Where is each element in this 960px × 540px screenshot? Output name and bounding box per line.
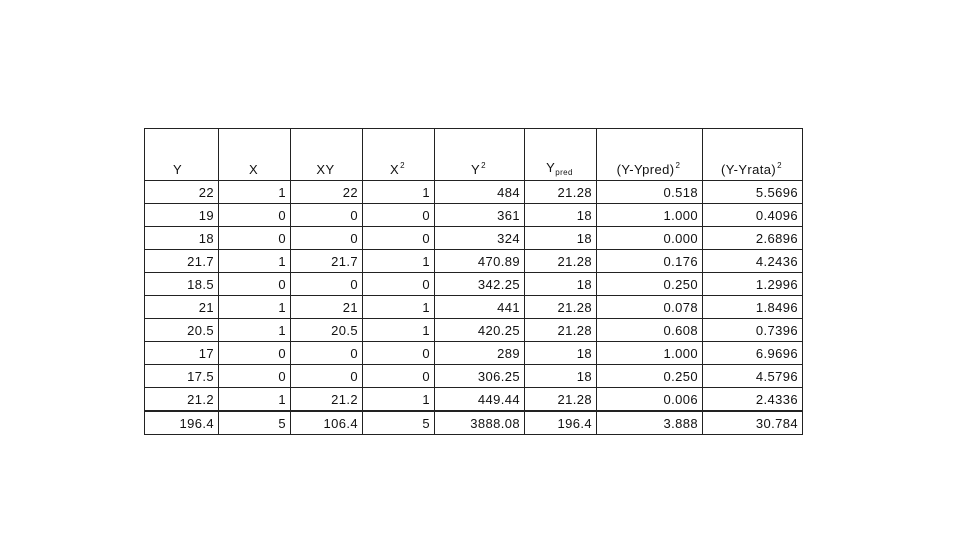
cell-residual-squared: 0.518 — [597, 181, 703, 204]
cell-x: 0 — [219, 342, 291, 365]
cell-y: 19 — [145, 204, 219, 227]
cell-deviation-squared: 0.7396 — [703, 319, 803, 342]
table-row — [145, 227, 803, 250]
cell-deviation-squared: 2.6896 — [703, 227, 803, 250]
cell-x-squared: 0 — [363, 365, 435, 388]
cell-x-squared: 0 — [363, 273, 435, 296]
cell-x: 0 — [219, 365, 291, 388]
header-x-squared — [363, 129, 435, 181]
cell-deviation-squared: 1.8496 — [703, 296, 803, 319]
cell-x: 1 — [219, 388, 291, 412]
cell-x: 0 — [219, 273, 291, 296]
cell-xy: 21.7 — [291, 250, 363, 273]
cell-residual-squared: 0.078 — [597, 296, 703, 319]
cell-y: 18 — [145, 227, 219, 250]
table-body — [145, 181, 803, 435]
cell-y: 21.7 — [145, 250, 219, 273]
regression-table — [144, 128, 803, 435]
total-y-squared: 3888.08 — [435, 411, 525, 435]
header-label: X — [390, 162, 400, 177]
cell-x-squared: 0 — [363, 227, 435, 250]
totals-row — [145, 411, 803, 435]
cell-xy: 0 — [291, 204, 363, 227]
cell-xy: 20.5 — [291, 319, 363, 342]
cell-y-pred: 21.28 — [525, 181, 597, 204]
cell-y-squared: 484 — [435, 181, 525, 204]
table-row — [145, 319, 803, 342]
header-subscript: pred — [555, 168, 573, 177]
cell-x-squared: 1 — [363, 250, 435, 273]
cell-y-pred: 18 — [525, 227, 597, 250]
cell-xy: 22 — [291, 181, 363, 204]
header-label: XY — [316, 162, 335, 177]
cell-residual-squared: 0.250 — [597, 273, 703, 296]
cell-y-squared: 306.25 — [435, 365, 525, 388]
header-label: Y — [173, 162, 183, 177]
table-row — [145, 204, 803, 227]
cell-residual-squared: 1.000 — [597, 342, 703, 365]
header-y-pred — [525, 129, 597, 181]
header-row — [145, 129, 803, 181]
cell-xy: 0 — [291, 342, 363, 365]
cell-residual-squared: 1.000 — [597, 204, 703, 227]
cell-y-pred: 21.28 — [525, 388, 597, 412]
cell-residual-squared: 0.006 — [597, 388, 703, 412]
cell-y-squared: 342.25 — [435, 273, 525, 296]
cell-x: 1 — [219, 296, 291, 319]
cell-xy: 21.2 — [291, 388, 363, 412]
cell-y-pred: 18 — [525, 342, 597, 365]
cell-xy: 0 — [291, 273, 363, 296]
cell-residual-squared: 0.250 — [597, 365, 703, 388]
cell-y-pred: 21.28 — [525, 296, 597, 319]
total-y-pred: 196.4 — [525, 411, 597, 435]
cell-x: 1 — [219, 319, 291, 342]
cell-xy: 21 — [291, 296, 363, 319]
cell-deviation-squared: 5.5696 — [703, 181, 803, 204]
header-xy — [291, 129, 363, 181]
cell-xy: 0 — [291, 227, 363, 250]
cell-x: 1 — [219, 181, 291, 204]
cell-y-pred: 21.28 — [525, 319, 597, 342]
cell-x-squared: 0 — [363, 204, 435, 227]
cell-y: 22 — [145, 181, 219, 204]
cell-y-squared: 441 — [435, 296, 525, 319]
cell-residual-squared: 0.000 — [597, 227, 703, 250]
cell-y-squared: 289 — [435, 342, 525, 365]
total-deviation-squared: 30.784 — [703, 411, 803, 435]
cell-y-pred: 18 — [525, 204, 597, 227]
cell-y: 21.2 — [145, 388, 219, 412]
header-label: Y — [471, 162, 481, 177]
table-row — [145, 388, 803, 412]
header-residual-squared — [597, 129, 703, 181]
cell-y-pred: 18 — [525, 365, 597, 388]
cell-deviation-squared: 2.4336 — [703, 388, 803, 412]
cell-deviation-squared: 1.2996 — [703, 273, 803, 296]
cell-y-pred: 21.28 — [525, 250, 597, 273]
cell-y-squared: 361 — [435, 204, 525, 227]
cell-y-squared: 449.44 — [435, 388, 525, 412]
total-xy: 106.4 — [291, 411, 363, 435]
cell-x-squared: 1 — [363, 181, 435, 204]
cell-y: 20.5 — [145, 319, 219, 342]
cell-x-squared: 1 — [363, 319, 435, 342]
cell-deviation-squared: 0.4096 — [703, 204, 803, 227]
cell-x: 0 — [219, 227, 291, 250]
cell-deviation-squared: 6.9696 — [703, 342, 803, 365]
header-label: X — [248, 162, 259, 177]
header-superscript: 2 — [675, 161, 681, 170]
cell-x: 1 — [219, 250, 291, 273]
total-y: 196.4 — [145, 411, 219, 435]
cell-y-squared: 324 — [435, 227, 525, 250]
total-x: 5 — [219, 411, 291, 435]
cell-x-squared: 0 — [363, 342, 435, 365]
header-label: Y — [546, 160, 556, 175]
cell-y: 17 — [145, 342, 219, 365]
regression-table-container — [144, 128, 802, 435]
cell-xy: 0 — [291, 365, 363, 388]
cell-y-pred: 18 — [525, 273, 597, 296]
cell-y-squared: 420.25 — [435, 319, 525, 342]
table-row — [145, 342, 803, 365]
cell-deviation-squared: 4.5796 — [703, 365, 803, 388]
total-residual-squared: 3.888 — [597, 411, 703, 435]
cell-deviation-squared: 4.2436 — [703, 250, 803, 273]
cell-y: 17.5 — [145, 365, 219, 388]
header-x — [219, 129, 291, 181]
header-label: (Y-Yrata) — [721, 162, 777, 177]
cell-y: 21 — [145, 296, 219, 319]
table-row — [145, 296, 803, 319]
table-row — [145, 181, 803, 204]
header-y — [145, 129, 219, 181]
cell-residual-squared: 0.608 — [597, 319, 703, 342]
header-superscript: 2 — [481, 161, 486, 170]
table-header — [145, 129, 803, 181]
cell-y: 18.5 — [145, 273, 219, 296]
table-row — [145, 250, 803, 273]
cell-x-squared: 1 — [363, 388, 435, 412]
total-x-squared: 5 — [363, 411, 435, 435]
header-superscript: 2 — [400, 161, 405, 170]
header-label: (Y-Ypred) — [616, 162, 675, 177]
cell-x: 0 — [219, 204, 291, 227]
header-superscript: 2 — [777, 161, 782, 170]
table-row — [145, 365, 803, 388]
cell-x-squared: 1 — [363, 296, 435, 319]
cell-y-squared: 470.89 — [435, 250, 525, 273]
cell-residual-squared: 0.176 — [597, 250, 703, 273]
table-row — [145, 273, 803, 296]
header-y-squared — [435, 129, 525, 181]
header-deviation-squared — [703, 129, 803, 181]
